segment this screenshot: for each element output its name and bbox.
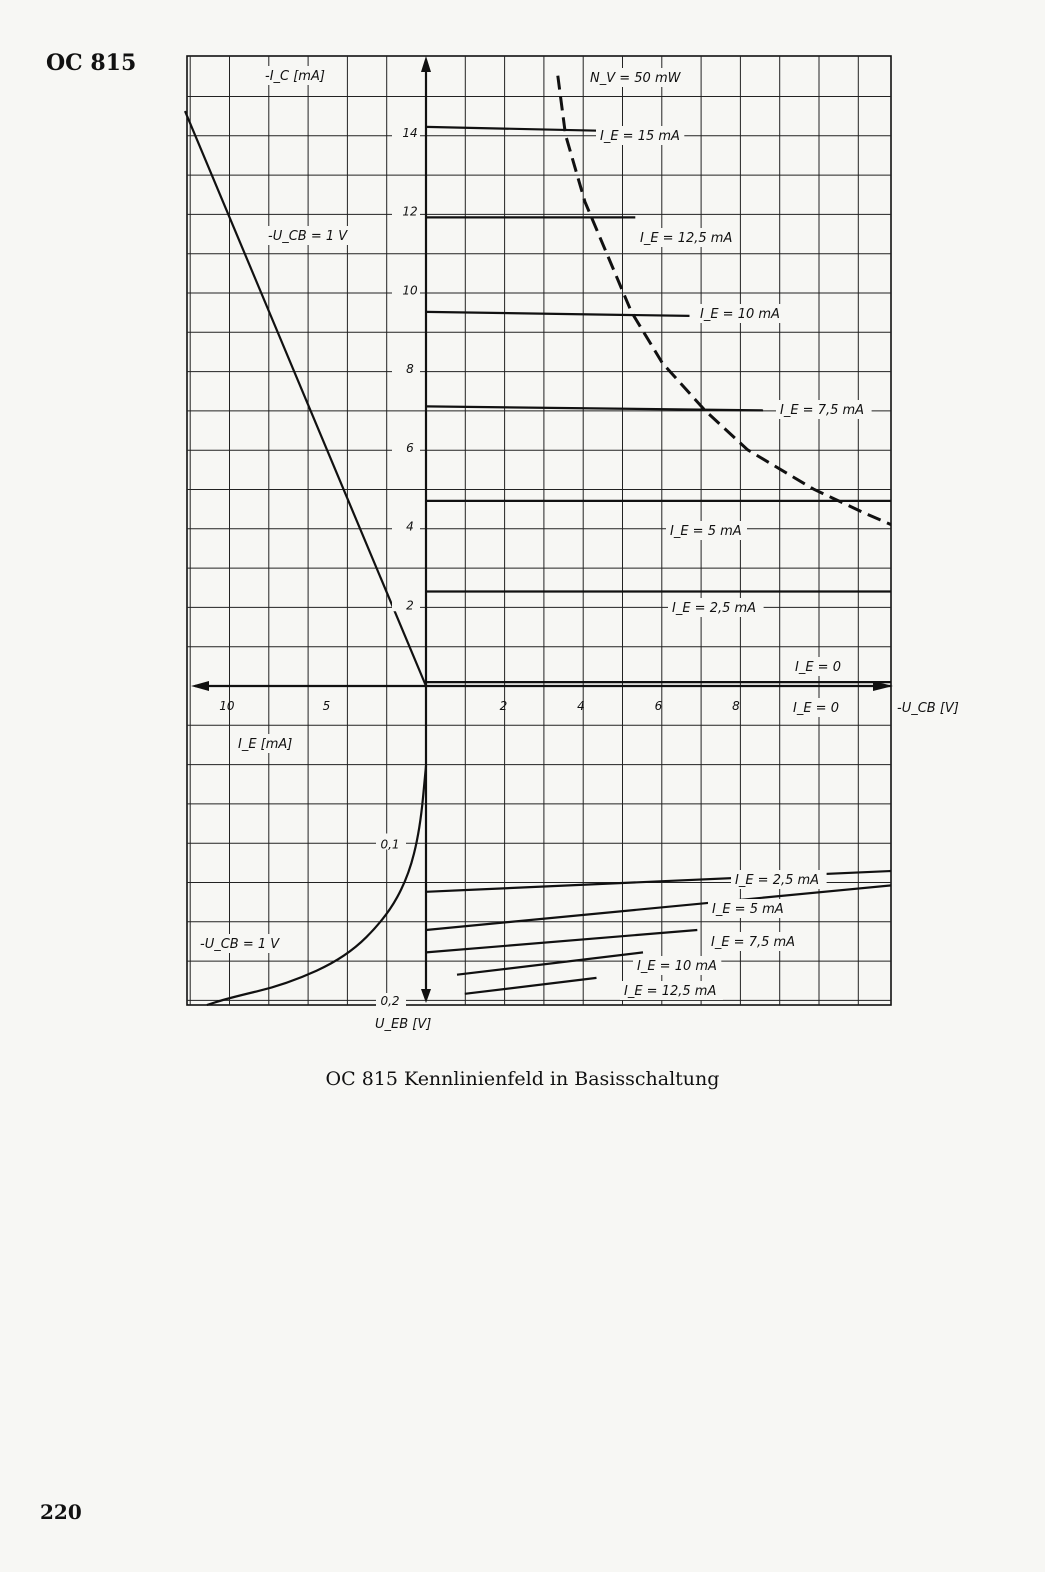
output-series-label: N_V = 50 mW xyxy=(590,71,681,86)
x-tick-label: 8 xyxy=(732,699,740,713)
feedback-curve-line xyxy=(426,885,891,930)
y-tick-label: 6 xyxy=(406,440,414,455)
x-tick-label: 6 xyxy=(654,699,663,713)
y-bottom-tick-label: 0,1 xyxy=(380,837,400,852)
series xyxy=(185,76,891,1005)
arrow-up-icon xyxy=(421,56,431,72)
ie-zero-lower-label: I_E = 0 xyxy=(793,701,839,716)
x-left-tick-label: 10 xyxy=(219,699,235,713)
feedback-curve-line xyxy=(457,952,643,974)
feedback-series-label: I_E = 5 mA xyxy=(712,902,784,917)
feedback-series-label: I_E = 12,5 mA xyxy=(624,984,717,999)
y-axis-title-bottom: U_EB [V] xyxy=(375,1017,432,1032)
labels xyxy=(196,66,959,1032)
input-curve-line xyxy=(207,766,426,1005)
feedback-series-label: I_E = 10 mA xyxy=(637,959,717,974)
output-series-label: I_E = 5 mA xyxy=(670,524,742,539)
arrow-left-icon xyxy=(191,681,209,691)
input-series-label: -U_CB = 1 V xyxy=(200,937,280,952)
y-tick-label: 12 xyxy=(402,204,418,219)
page-number: 220 xyxy=(40,1500,82,1524)
x-tick-label: 2 xyxy=(499,699,508,713)
grid-border xyxy=(187,56,891,1005)
figure-caption: OC 815 Kennlinienfeld in Basisschaltung xyxy=(325,1068,720,1090)
x-tick-label: 4 xyxy=(577,699,585,713)
output-series-label: I_E = 2,5 mA xyxy=(672,601,757,616)
output-curve-line xyxy=(426,127,604,131)
y-tick-label: 2 xyxy=(406,598,414,613)
y-axis-title-top: -I_C [mA] xyxy=(265,69,325,84)
x-axis-title-left: I_E [mA] xyxy=(238,737,293,752)
output-series-label: I_E = 7,5 mA xyxy=(780,403,865,418)
y-tick-label: 14 xyxy=(402,125,418,140)
y-bottom-tick-label: 0,2 xyxy=(380,994,400,1008)
feedback-series-label: I_E = 2,5 mA xyxy=(735,873,820,888)
output-series-label: I_E = 15 mA xyxy=(600,129,680,144)
y-tick-label: 8 xyxy=(406,362,414,376)
feedback-series-label: I_E = 7,5 mA xyxy=(711,935,796,950)
axes xyxy=(191,56,893,1003)
transfer-series-label: -U_CB = 1 V xyxy=(268,229,348,244)
header-title: OC 815 xyxy=(46,50,137,76)
feedback-curve-line xyxy=(465,978,597,994)
output-series-label: I_E = 0 xyxy=(795,660,841,675)
y-tick-label: 10 xyxy=(402,283,418,298)
y-tick-label: 4 xyxy=(406,519,414,534)
output-series-label: I_E = 10 mA xyxy=(700,307,780,322)
x-left-tick-label: 5 xyxy=(322,699,331,713)
output-curve-line xyxy=(426,406,763,410)
x-axis-title-right: -U_CB [V] xyxy=(897,701,959,716)
grid xyxy=(187,56,891,1005)
transfer-curve-line xyxy=(185,111,426,686)
output-series-label: I_E = 12,5 mA xyxy=(640,231,733,246)
feedback-curve-line xyxy=(426,930,697,952)
